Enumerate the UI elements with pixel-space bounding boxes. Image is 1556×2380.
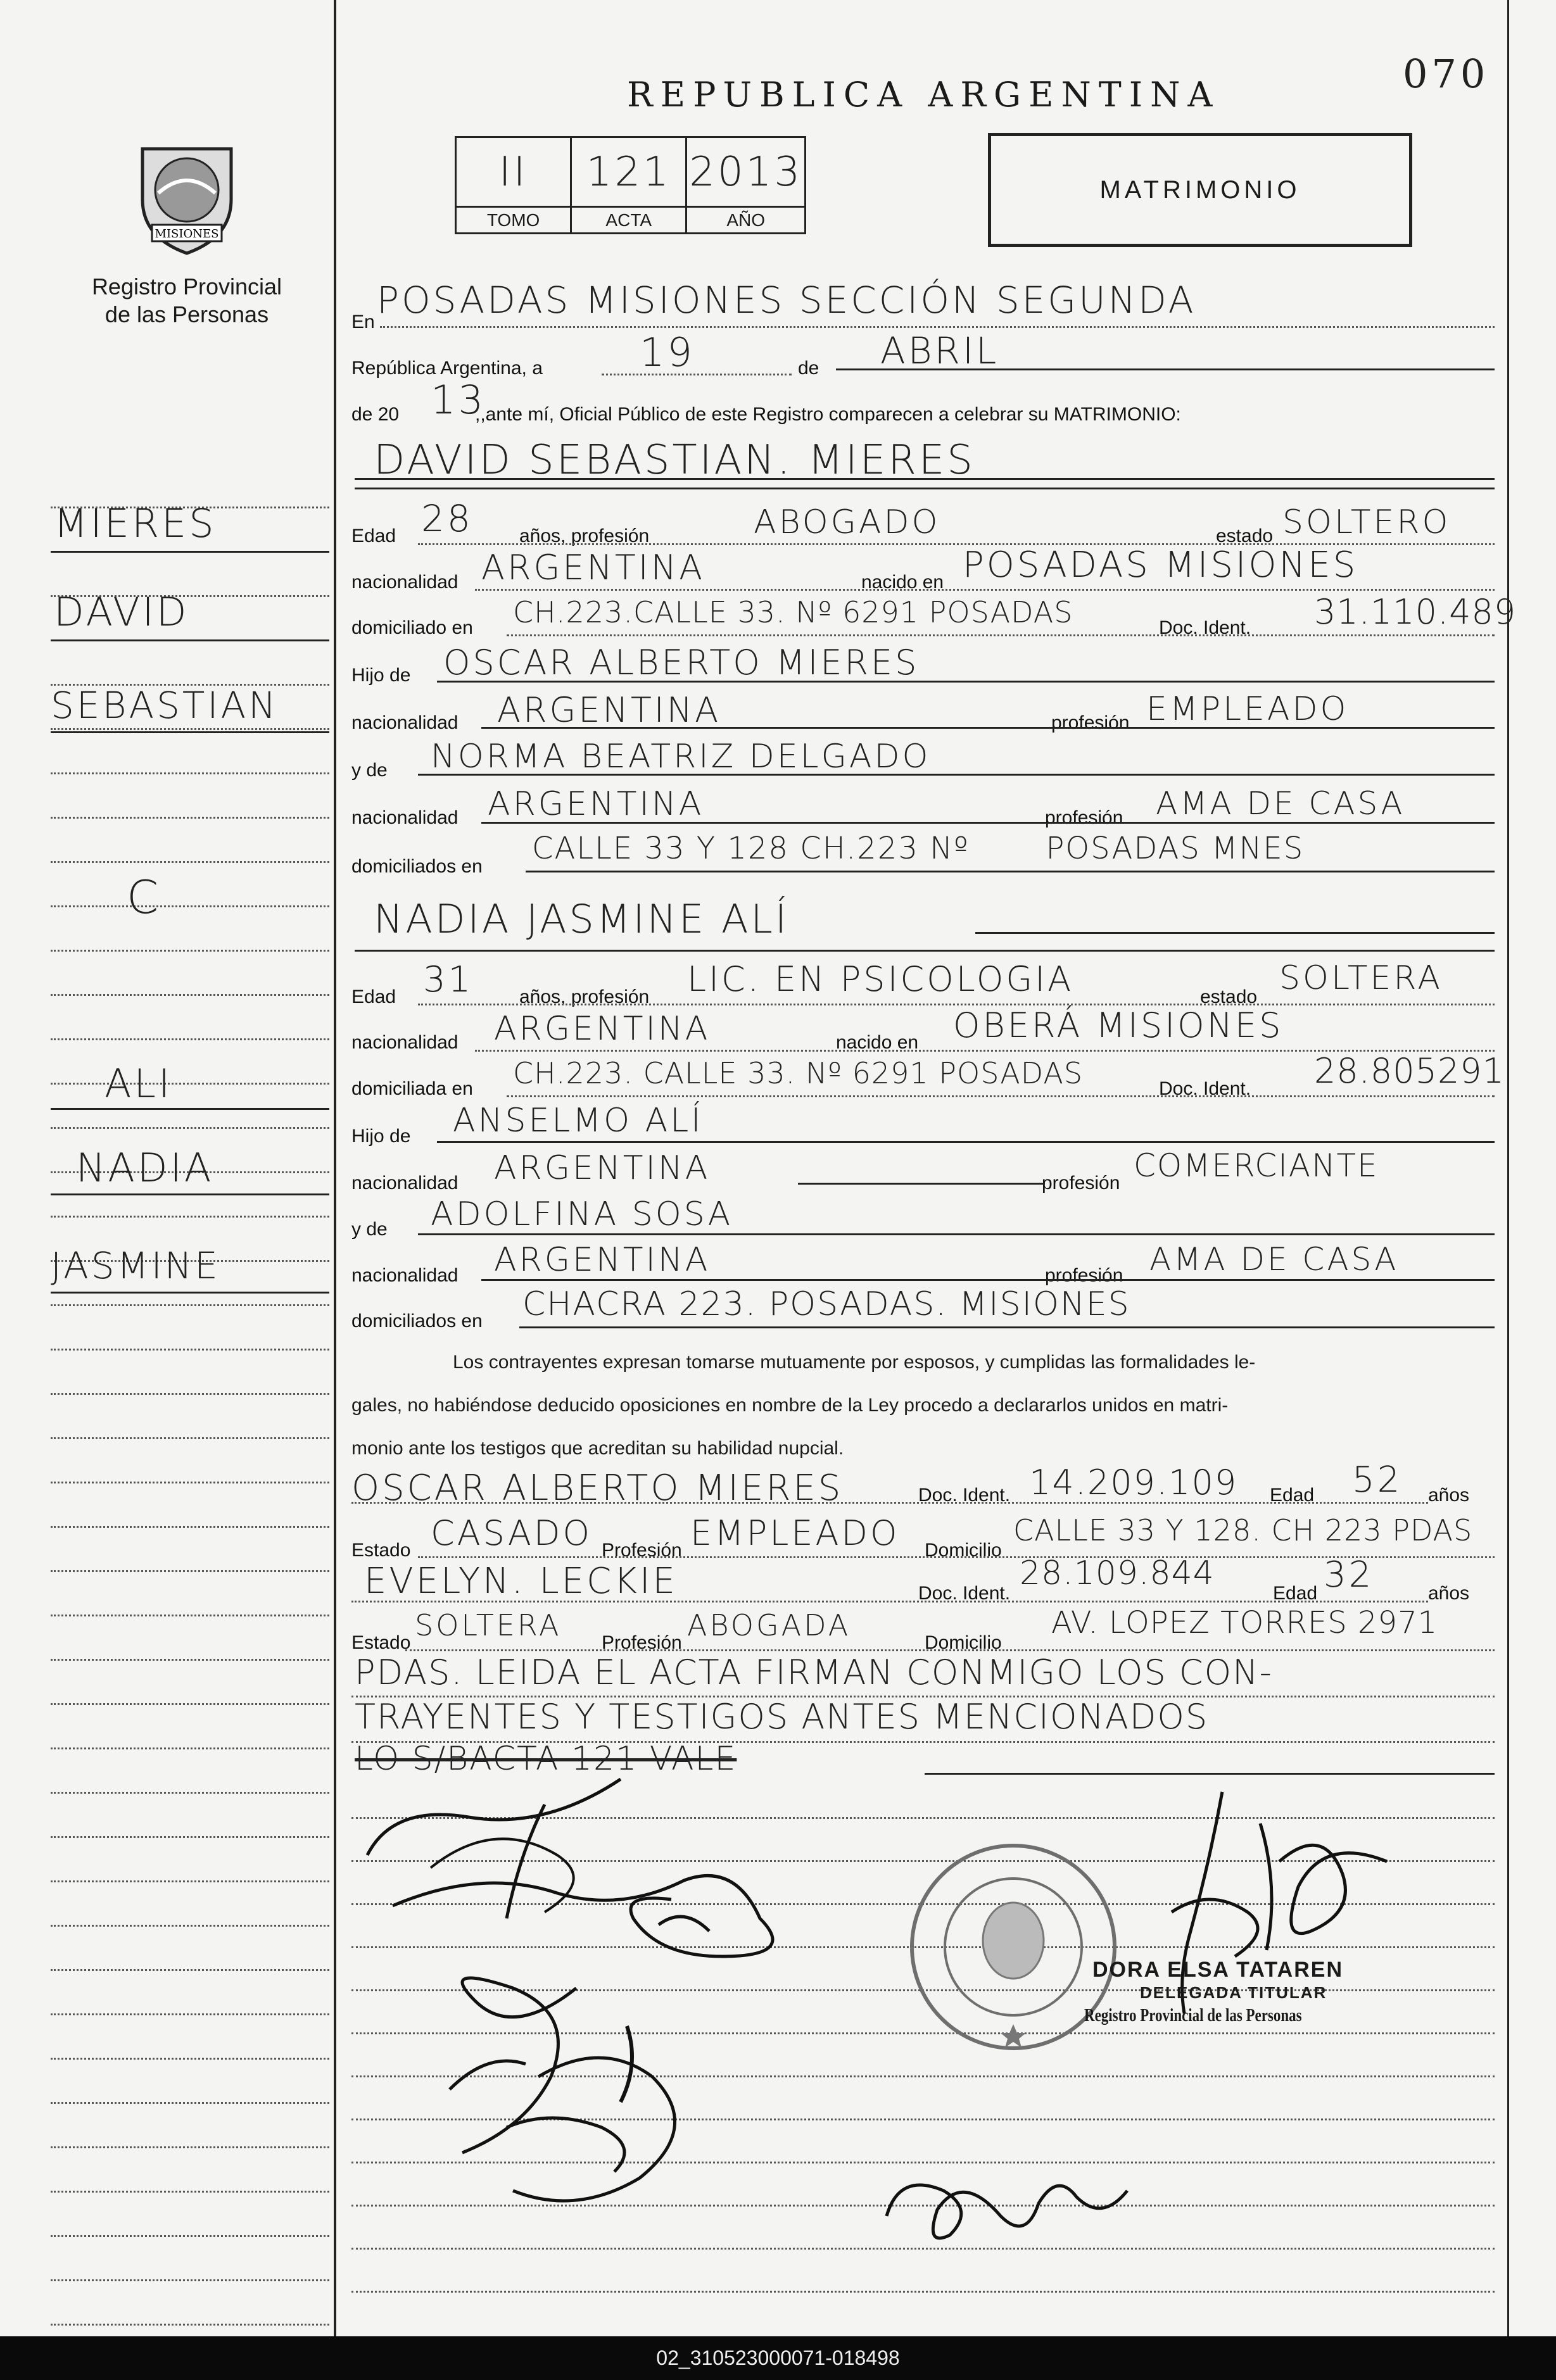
separator-line	[355, 950, 1495, 952]
sidebar-dotted-line	[51, 1304, 329, 1306]
registry-name-line1: Registro Provincial	[91, 274, 282, 299]
groom-father-prof-label: profesión	[1051, 712, 1130, 733]
groom-doc: 31.110.489	[1314, 592, 1517, 632]
dotted-line	[507, 1095, 1495, 1097]
witness2-years-label: años	[1428, 1583, 1470, 1604]
sidebar-dotted-line	[51, 2324, 329, 2326]
sidebar-dotted-line	[51, 1969, 329, 1971]
act-year-suffix: 13	[431, 377, 486, 423]
margin-underline	[51, 1292, 329, 1294]
margin-note-jasmine: JASMINE	[51, 1244, 220, 1287]
witness2-doc-label: Doc. Ident.	[918, 1583, 1011, 1604]
witness2-name: EVELYN. LECKIE	[364, 1561, 678, 1602]
witness2-age-label: Edad	[1273, 1583, 1318, 1604]
witness2-domicile: AV. LOPEZ TORRES 2971	[1051, 1605, 1438, 1640]
groom-born-in: POSADAS MISIONES	[963, 545, 1358, 586]
sidebar-dotted-line	[51, 2058, 329, 2060]
sidebar-dotted-line	[51, 1792, 329, 1794]
separator-line	[975, 932, 1495, 934]
tomo-value: II	[456, 137, 571, 207]
groom-nationality: ARGENTINA	[481, 548, 705, 588]
country-title: REPUBLICA ARGENTINA	[627, 75, 1220, 115]
footer-bar	[0, 2336, 1556, 2380]
witness1-domicile: CALLE 33 Y 128. CH 223 PDAS	[1013, 1513, 1473, 1547]
bride-mother-prof: AMA DE CASA	[1149, 1241, 1399, 1278]
closing-line-2: TRAYENTES Y TESTIGOS ANTES MENCIONADOS	[355, 1697, 1209, 1737]
bride-full-name: NADIA JASMINE ALÍ	[374, 896, 790, 942]
groom-father-label: Hijo de	[351, 665, 411, 686]
sidebar-dotted-line	[51, 817, 329, 819]
groom-father: OSCAR ALBERTO MIERES	[443, 643, 920, 683]
act-month: ABRIL	[880, 329, 999, 372]
act-type-label: MATRIMONIO	[1099, 175, 1301, 204]
bride-father-prof-label: profesión	[1042, 1173, 1120, 1193]
sidebar-dotted-line	[51, 861, 329, 863]
sidebar-dotted-line	[51, 2279, 329, 2281]
act-day: 19	[640, 329, 695, 375]
bride-age-label: Edad	[351, 986, 396, 1007]
witness2-estado: SOLTERA	[415, 1608, 562, 1642]
dotted-line	[351, 1601, 1428, 1602]
witness1-estado-label: Estado	[351, 1540, 411, 1561]
margin-underline	[51, 1108, 329, 1110]
witness1-domicile-label: Domicilio	[925, 1540, 1002, 1561]
closing-line-1: PDAS. LEIDA EL ACTA FIRMAN CONMIGO LOS CON-	[355, 1653, 1274, 1692]
groom-domicile: CH.223.CALLE 33. Nº 6291 POSADAS	[513, 595, 1073, 629]
declaration-line-2: gales, no habiéndose deducido oposiciones en nombre de la Ley procedo a declararlos unidos en matri-	[351, 1395, 1229, 1416]
groom-mother-nat-label: nacionalidad	[351, 807, 459, 828]
body-dotted-line	[351, 2291, 1495, 2293]
sidebar-dotted-line	[51, 2013, 329, 2015]
act-type-box	[988, 133, 1412, 247]
sidebar-dotted-line	[51, 2191, 329, 2193]
groom-parents-dom: CALLE 33 Y 128 CH.223 Nº POSADAS MNES	[532, 831, 1305, 866]
dotted-line	[602, 374, 792, 375]
sidebar-dotted-line	[51, 1836, 329, 1838]
page-number: 070	[1403, 51, 1490, 97]
registry-name-line2: de las Personas	[104, 301, 269, 327]
sidebar-dotted-line	[51, 1659, 329, 1661]
province-seal-icon	[123, 130, 250, 256]
intro-statement: ,,ante mí, Oficial Público de este Registro comparecen a celebrar su MATRIMONIO:	[475, 404, 1181, 425]
margin-underline	[51, 639, 329, 641]
groom-father-prof: EMPLEADO	[1146, 690, 1349, 728]
bride-doc: 28.805291	[1314, 1051, 1505, 1091]
acta-label: ACTA	[571, 207, 686, 234]
groom-profession-label: años, profesión	[519, 526, 650, 546]
witness1-age-label: Edad	[1270, 1485, 1315, 1506]
witness1-name: OSCAR ALBERTO MIERES	[351, 1468, 844, 1509]
sidebar-dotted-line	[51, 950, 329, 952]
margin-underline	[51, 1193, 329, 1195]
sidebar-dotted-line	[51, 994, 329, 996]
dotted-line	[351, 1502, 1428, 1504]
sidebar-dotted-line	[51, 1615, 329, 1616]
year-prefix: de 20	[351, 404, 400, 425]
sidebar-dotted-line	[51, 1437, 329, 1439]
groom-father-nat-label: nacionalidad	[351, 712, 459, 733]
groom-doc-label: Doc. Ident.	[1159, 617, 1251, 638]
republica-label: República Argentina, a	[351, 358, 543, 379]
tomo-acta-ano-box	[455, 136, 806, 234]
sidebar-dotted-line	[51, 2102, 329, 2104]
en-label: En	[351, 312, 375, 332]
sidebar-dotted-line	[51, 1038, 329, 1040]
groom-mother-prof-label: profesión	[1045, 807, 1123, 828]
witness1-profession-label: Profesión	[602, 1540, 682, 1561]
line	[481, 1279, 1495, 1281]
declaration-line-1: Los contrayentes expresan tomarse mutuamente por esposos, y cumplidas las formalidades le-	[453, 1352, 1256, 1373]
groom-born-label: nacido en	[861, 572, 944, 593]
witness1-age: 52	[1352, 1459, 1403, 1501]
bride-mother-nat-label: nacionalidad	[351, 1265, 459, 1286]
registry-place: POSADAS MISIONES SECCIÓN SEGUNDA	[377, 279, 1196, 322]
bride-nationality: ARGENTINA	[494, 1010, 711, 1048]
bride-doc-label: Doc. Ident.	[1159, 1078, 1251, 1099]
bride-domicile-label: domiciliada en	[351, 1078, 473, 1099]
groom-mother-nat: ARGENTINA	[488, 785, 704, 823]
dotted-line	[507, 634, 1495, 636]
sidebar-divider	[334, 0, 336, 2336]
acta-value: 121	[571, 137, 686, 207]
line	[925, 1773, 1495, 1775]
ano-label: AÑO	[686, 207, 806, 234]
declaration-line-3: monio ante los testigos que acreditan su habilidad nupcial.	[351, 1438, 844, 1459]
sidebar-dotted-line	[51, 905, 329, 907]
line	[519, 1326, 1495, 1328]
margin-underline	[51, 731, 329, 733]
tomo-label: TOMO	[456, 207, 571, 234]
svg-text:MISIONES: MISIONES	[155, 227, 219, 241]
sidebar-dotted-line	[51, 772, 329, 774]
signature-groom-icon	[355, 1766, 925, 1969]
margin-note-c: C	[127, 871, 161, 924]
sidebar-dotted-line	[51, 1482, 329, 1483]
groom-estado-label: estado	[1216, 526, 1274, 546]
signature-witness-icon	[874, 2146, 1140, 2254]
witness2-age: 32	[1324, 1554, 1374, 1596]
groom-full-name: DAVID SEBASTIAN. MIERES	[374, 437, 975, 484]
line	[418, 1233, 1495, 1235]
bride-mother-nat: ARGENTINA	[494, 1241, 711, 1279]
bride-age: 31	[423, 959, 474, 1000]
groom-mother-label: y de	[351, 760, 388, 781]
groom-profession: ABOGADO	[754, 503, 940, 541]
line	[836, 368, 1495, 370]
margin-note-name1: DAVID	[54, 589, 189, 635]
groom-mother-prof: AMA DE CASA	[1156, 785, 1405, 822]
groom-parents-dom-label: domiciliados en	[351, 856, 483, 877]
bride-parents-dom: CHACRA 223. POSADAS. MISIONES	[522, 1285, 1130, 1323]
official-name: DORA ELSA TATAREN	[1092, 1958, 1344, 1982]
margin-note-ali: ALI	[104, 1061, 173, 1107]
witness2-profession: ABOGADA	[687, 1608, 851, 1642]
sidebar-dotted-line	[51, 1570, 329, 1572]
bride-mother-label: y de	[351, 1219, 388, 1240]
official-registry: Registro Provincial de las Personas	[1084, 2006, 1302, 2025]
witness1-years-label: años	[1428, 1485, 1470, 1506]
sidebar-dotted-line	[51, 1349, 329, 1351]
bride-father-nat: ARGENTINA	[494, 1149, 711, 1187]
line	[526, 871, 1495, 872]
sidebar-dotted-line	[51, 728, 329, 730]
groom-age: 28	[421, 497, 473, 540]
bride-parents-dom-label: domiciliados en	[351, 1311, 483, 1332]
sidebar-dotted-line	[51, 1880, 329, 1882]
closing-line-3: LO S/BACTA 121 VALE	[355, 1740, 737, 1778]
bride-father: ANSELMO ALÍ	[453, 1102, 704, 1140]
bride-profession: LIC. EN PSICOLOGIA	[687, 959, 1074, 999]
bride-father-prof: COMERCIANTE	[1134, 1147, 1379, 1184]
bride-mother: ADOLFINA SOSA	[431, 1195, 733, 1233]
bride-estado: SOLTERA	[1279, 959, 1443, 997]
line	[481, 727, 1495, 729]
bride-father-label: Hijo de	[351, 1126, 411, 1147]
separator-line	[355, 478, 1495, 480]
bride-born-label: nacido en	[836, 1032, 919, 1053]
witness2-doc: 28.109.844	[1020, 1554, 1215, 1592]
dotted-line	[380, 326, 1495, 328]
groom-father-nat: ARGENTINA	[497, 690, 721, 730]
bride-born-in: OBERÁ MISIONES	[953, 1005, 1284, 1045]
declaration-text	[351, 1341, 1472, 1470]
bride-nationality-label: nacionalidad	[351, 1032, 459, 1053]
signature-bride-icon	[412, 1963, 855, 2229]
line	[437, 681, 1495, 683]
margin-underline	[51, 551, 329, 553]
bride-mother-prof-label: profesión	[1045, 1265, 1123, 1286]
witness1-doc-label: Doc. Ident.	[918, 1485, 1011, 1506]
right-margin-line	[1507, 0, 1509, 2336]
witness1-doc: 14.209.109	[1029, 1463, 1238, 1502]
line	[437, 1141, 1495, 1143]
bride-estado-label: estado	[1200, 986, 1258, 1007]
witness2-profession-label: Profesión	[602, 1632, 682, 1653]
sidebar-dotted-line	[51, 1925, 329, 1927]
line	[798, 1183, 1045, 1185]
sidebar-dotted-line	[51, 1127, 329, 1129]
sidebar-dotted-line	[51, 1703, 329, 1705]
dotted-line	[405, 1649, 1495, 1651]
de-label: de	[798, 358, 819, 379]
margin-note-nadia: NADIA	[76, 1145, 214, 1191]
document-id: 02_310523000071-018498	[656, 2346, 900, 2369]
bride-profession-label: años, profesión	[519, 986, 650, 1007]
dotted-line	[475, 589, 1495, 591]
ano-value: 2013	[686, 137, 806, 207]
margin-note-surname: MIERES	[54, 500, 217, 546]
sidebar-dotted-line	[51, 1747, 329, 1749]
sidebar-dotted-line	[51, 1393, 329, 1395]
groom-estado: SOLTERO	[1282, 503, 1451, 541]
separator-line	[355, 488, 1495, 489]
groom-domicile-label: domiciliado en	[351, 617, 473, 638]
sidebar-dotted-line	[51, 1526, 329, 1528]
sidebar-dotted-line	[51, 1083, 329, 1085]
sidebar-dotted-line	[51, 2235, 329, 2237]
groom-nationality-label: nacionalidad	[351, 572, 459, 593]
bride-domicile: CH.223. CALLE 33. Nº 6291 POSADAS	[513, 1056, 1084, 1090]
witness1-profession: EMPLEADO	[690, 1513, 900, 1553]
sidebar-dotted-line	[51, 1216, 329, 1218]
line	[418, 774, 1495, 776]
bride-father-nat-label: nacionalidad	[351, 1173, 459, 1193]
official-title: DELEGADA TITULAR	[1140, 1983, 1327, 2002]
groom-age-label: Edad	[351, 526, 396, 546]
line	[481, 822, 1495, 824]
witness2-estado-label: Estado	[351, 1632, 411, 1653]
margin-note-name2: SEBASTIAN	[51, 684, 279, 727]
witness1-estado: CASADO	[431, 1513, 592, 1553]
groom-mother: NORMA BEATRIZ DELGADO	[431, 738, 931, 776]
witness2-domicile-label: Domicilio	[925, 1632, 1002, 1653]
sidebar-dotted-line	[51, 2146, 329, 2148]
